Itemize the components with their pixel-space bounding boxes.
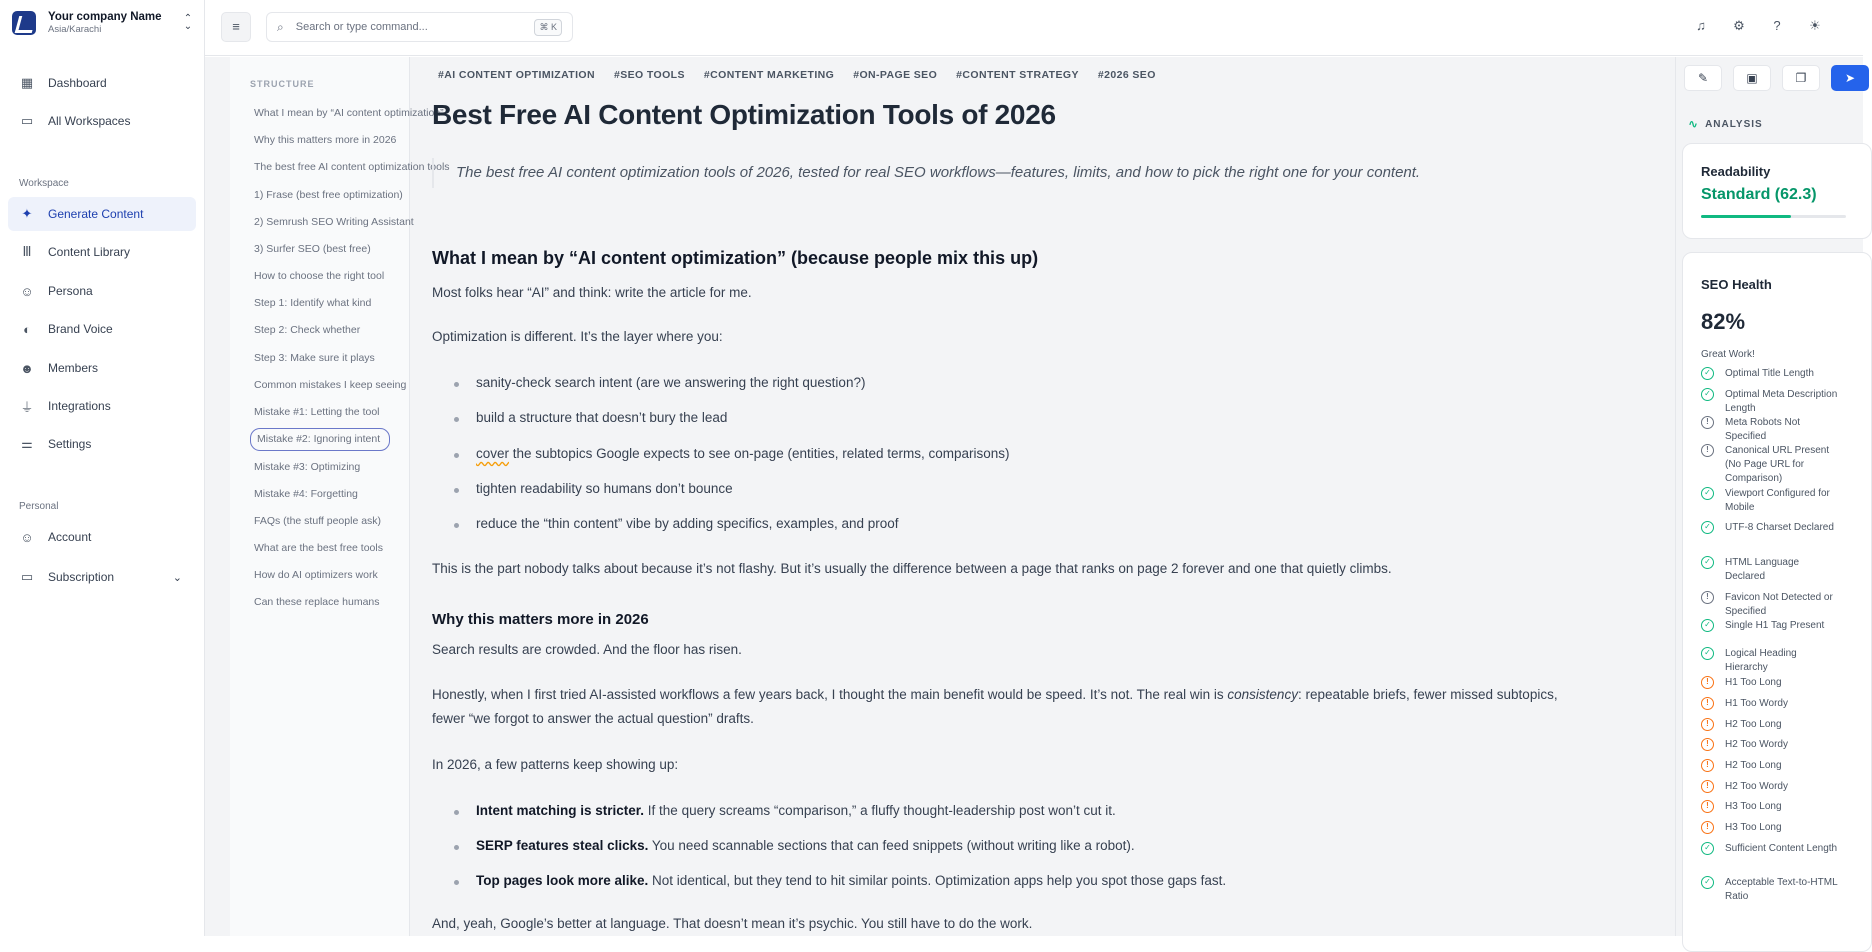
seo-check-label: H2 Too Wordy — [1725, 781, 1788, 792]
seo-check-item — [1701, 647, 1841, 675]
seo-check-item — [1701, 619, 1841, 633]
send-icon: ➤ — [1844, 71, 1856, 85]
toc-item[interactable]: What are the best free tools — [254, 542, 383, 554]
toc-item[interactable]: Step 2: Check whether — [254, 324, 361, 336]
toc-item[interactable]: Common mistakes I keep seeing — [254, 379, 407, 391]
toc-item[interactable]: What I mean by “AI content optimization” — [254, 107, 444, 119]
paragraph-text: Honestly, when I first tried AI-assisted workflows a few years back, I thought the main benefit would be speed. It’s not. The real win is — [432, 687, 1228, 702]
seo-check-label: H3 Too Long — [1725, 801, 1782, 812]
sidebar-item-members[interactable] — [8, 351, 196, 385]
bell-icon[interactable]: ♫ — [1696, 18, 1706, 33]
top-bar — [205, 0, 1863, 56]
seo-check-item — [1701, 367, 1841, 381]
readability-bar — [1701, 215, 1846, 218]
company-logo-icon — [12, 11, 36, 35]
company-switcher[interactable] — [12, 6, 194, 40]
analysis-panel — [1675, 57, 1863, 936]
paragraph[interactable]: Most folks hear “AI” and think: write the article for me. — [432, 285, 752, 300]
seo-check-item — [1701, 842, 1841, 856]
seo-check-label: Viewport Configured for Mobile — [1725, 488, 1830, 513]
info-circle-icon: ! — [1701, 591, 1714, 604]
seo-check-label: UTF-8 Charset Declared — [1725, 522, 1834, 533]
info-circle-icon: ! — [1701, 416, 1714, 429]
seo-check-item — [1701, 388, 1841, 416]
seo-check-item — [1701, 800, 1841, 814]
warning-circle-icon: ! — [1701, 821, 1714, 834]
copy-icon: ❐ — [1795, 71, 1807, 85]
readability-title: Readability — [1701, 164, 1771, 179]
seo-check-label: Optimal Title Length — [1725, 368, 1814, 379]
list-item[interactable]: sanity-check search intent (are we answering the right question?) — [476, 375, 866, 390]
toc-item[interactable]: Mistake #1: Letting the tool — [254, 406, 380, 418]
sidebar-item-label: Members — [48, 361, 99, 375]
sidebar-item-label: Integrations — [48, 399, 111, 413]
sidebar — [0, 0, 205, 936]
list-item[interactable] — [476, 838, 1135, 853]
check-circle-icon: ✓ — [1701, 619, 1714, 632]
paragraph[interactable]: Search results are crowded. And the floor has risen. — [432, 642, 742, 657]
seo-check-label: Acceptable Text-to-HTML Ratio — [1725, 877, 1838, 902]
seo-health-card — [1682, 252, 1872, 952]
chevron-updown-icon[interactable]: ⌃ ⌄ — [183, 13, 193, 32]
check-circle-icon: ✓ — [1701, 647, 1714, 660]
company-timezone: Asia/Karachi — [48, 24, 102, 35]
info-circle-icon: ! — [1701, 444, 1714, 457]
list-item[interactable] — [476, 446, 1010, 461]
sidebar-item-generate-content[interactable] — [8, 197, 196, 231]
seo-check-label: H2 Too Long — [1725, 719, 1782, 730]
list-item[interactable]: tighten readability so humans don’t bounce — [476, 481, 733, 496]
main-area — [205, 57, 1675, 936]
toc-item[interactable]: Step 1: Identify what kind — [254, 297, 372, 309]
copy-button[interactable] — [1782, 65, 1820, 91]
seo-check-item — [1701, 444, 1841, 486]
seo-check-item — [1701, 759, 1841, 773]
toc-item[interactable]: 2) Semrush SEO Writing Assistant — [254, 216, 414, 228]
folder-icon: ▭ — [20, 113, 34, 128]
check-circle-icon: ✓ — [1701, 556, 1714, 569]
article-summary[interactable]: The best free AI content optimization tools of 2026, tested for real SEO workflows—features, limits, and how to pick the right one for your content. — [432, 158, 1632, 188]
list-item-bold: Intent matching is stricter. — [476, 803, 645, 818]
readability-value: Standard (62.3) — [1701, 186, 1817, 203]
paragraph[interactable]: This is the part nobody talks about because it’s not flashy. But it’s usually the difference between a page that ranks on page 2 forever and one that quietly climbs. — [432, 561, 1392, 576]
edit-button[interactable] — [1684, 65, 1722, 91]
seo-check-item — [1701, 521, 1841, 535]
list-item-text: the subtopics Google expects to see on-page (entities, related terms, comparisons) — [509, 446, 1010, 461]
paragraph-text: : repeatable briefs, fewer missed subtopics, — [1297, 687, 1558, 702]
credit-card-icon: ▭ — [20, 569, 34, 584]
tag[interactable]: #CONTENT MARKETING — [703, 69, 835, 81]
list-item-bold: Top pages look more alike. — [476, 873, 649, 888]
library-icon: Ⅲ — [22, 244, 32, 259]
seo-check-label: Favicon Not Detected or Specified — [1725, 592, 1833, 617]
toc-item[interactable]: The best free AI content optimization tools — [254, 161, 450, 173]
seo-check-item — [1701, 718, 1841, 732]
sidebar-item-label: Settings — [48, 437, 92, 451]
list-item-bold: SERP features steal clicks. — [476, 838, 649, 853]
seo-check-item — [1701, 738, 1841, 752]
palette-icon: ◐ — [23, 321, 31, 337]
menu-icon: ≡ — [232, 19, 240, 34]
toc-item[interactable]: 1) Frase (best free optimization) — [254, 189, 403, 201]
seo-check-label: HTML Language Declared — [1725, 557, 1800, 582]
plug-icon: ⏚ — [20, 399, 34, 415]
toc-item[interactable]: Why this matters more in 2026 — [254, 134, 397, 146]
readability-card — [1682, 143, 1872, 239]
toc-item[interactable]: Step 3: Make sure it plays — [254, 352, 375, 364]
seo-score: 82% — [1701, 309, 1746, 334]
seo-check-label: Meta Robots Not Specified — [1725, 417, 1801, 442]
users-icon: ☻ — [20, 360, 34, 376]
warning-circle-icon: ! — [1701, 718, 1714, 731]
warning-circle-icon: ! — [1701, 676, 1714, 689]
paragraph[interactable]: Optimization is different. It’s the layer where you: — [432, 329, 723, 344]
tag[interactable]: #ON-PAGE SEO — [853, 69, 938, 81]
readability-bar-fill — [1701, 215, 1791, 218]
toc-item[interactable]: Mistake #3: Optimizing — [254, 461, 361, 473]
sidebar-item-subscription[interactable] — [8, 560, 196, 594]
flagged-word[interactable]: cover — [476, 446, 510, 461]
seo-check-label: Optimal Meta Description Length — [1725, 389, 1838, 414]
publish-button[interactable] — [1831, 65, 1869, 91]
seo-check-label: Single H1 Tag Present — [1725, 620, 1825, 631]
section-label-personal: Personal — [19, 501, 59, 512]
emphasis-text: consistency — [1227, 687, 1298, 702]
seo-check-label: H1 Too Long — [1725, 677, 1782, 688]
warning-circle-icon: ! — [1701, 780, 1714, 793]
toc-item[interactable]: FAQs (the stuff people ask) — [254, 515, 382, 527]
sidebar-item-persona[interactable] — [8, 274, 196, 308]
company-name: Your company Name — [48, 11, 162, 23]
paragraph[interactable]: In 2026, a few patterns keep showing up: — [432, 757, 679, 772]
check-circle-icon: ✓ — [1701, 367, 1714, 380]
section-heading[interactable]: What I mean by “AI content optimization” (because people mix this up) — [432, 248, 1039, 268]
list-item[interactable] — [476, 873, 1226, 888]
sidebar-item-label: Account — [48, 530, 92, 544]
seo-check-item — [1701, 780, 1841, 794]
seo-check-label: H2 Too Wordy — [1725, 739, 1788, 750]
save-button[interactable] — [1733, 65, 1771, 91]
user-icon: ☺ — [20, 283, 34, 299]
seo-title: SEO Health — [1701, 277, 1772, 292]
seo-check-item — [1701, 697, 1841, 711]
list-item-text: Not identical, but they tend to hit similar points. Optimization apps help you spot those gaps fast. — [648, 873, 1227, 888]
list-item[interactable]: reduce the “thin content” vibe by adding specifics, examples, and proof — [476, 516, 899, 531]
warning-circle-icon: ! — [1701, 800, 1714, 813]
sun-icon[interactable]: ☀ — [1809, 18, 1821, 33]
sparkle-icon: ✦ — [21, 206, 33, 221]
save-icon: ▣ — [1746, 71, 1758, 85]
seo-check-item — [1701, 821, 1841, 835]
sidebar-item-label: Dashboard — [48, 76, 107, 90]
user-icon: ☺ — [20, 529, 34, 545]
sidebar-item-account[interactable] — [8, 520, 196, 554]
list-item[interactable]: build a structure that doesn’t bury the lead — [476, 410, 728, 425]
pencil-icon: ✎ — [1697, 71, 1709, 85]
seo-check-label: Sufficient Content Length — [1725, 843, 1838, 854]
tag[interactable]: #2026 SEO — [1097, 69, 1156, 81]
tag[interactable]: #AI CONTENT OPTIMIZATION — [438, 69, 595, 81]
sidebar-item-dashboard[interactable] — [8, 66, 196, 100]
check-circle-icon: ✓ — [1701, 521, 1714, 534]
chevron-down-icon: ⌄ — [172, 571, 182, 584]
seo-check-label: H2 Too Long — [1725, 760, 1782, 771]
search-bar[interactable] — [266, 12, 573, 42]
seo-check-label: H1 Too Wordy — [1725, 698, 1788, 709]
seo-check-item — [1701, 416, 1841, 444]
sidebar-item-all-workspaces[interactable] — [8, 104, 196, 138]
toc-item-selected[interactable]: Mistake #2: Ignoring intent — [250, 428, 390, 451]
list-item[interactable] — [476, 803, 1116, 818]
sidebar-item-settings[interactable] — [8, 427, 196, 461]
analysis-label-text: ANALYSIS — [1705, 118, 1763, 130]
paragraph-text: fewer “we forgot to answer the actual question” drafts. — [432, 711, 754, 726]
paragraph[interactable] — [432, 683, 1558, 731]
sidebar-item-label: Subscription — [48, 570, 115, 584]
check-circle-icon: ✓ — [1701, 388, 1714, 401]
seo-check-label: Canonical URL Present (No Page URL for Comparison) — [1725, 445, 1830, 484]
sidebar-item-label: Content Library — [48, 245, 131, 259]
grid-icon: ▦ — [20, 75, 34, 90]
toggle-sidebar-button[interactable] — [221, 12, 251, 42]
sidebar-item-label: Generate Content — [48, 207, 144, 221]
search-icon: ⌕ — [277, 19, 284, 34]
sidebar-item-integrations[interactable] — [8, 389, 196, 423]
warning-circle-icon: ! — [1701, 697, 1714, 710]
help-icon[interactable]: ? — [1773, 18, 1781, 33]
toc-item[interactable]: How do AI optimizers work — [254, 569, 378, 581]
check-circle-icon: ✓ — [1701, 842, 1714, 855]
seo-check-item — [1701, 676, 1841, 690]
subsection-heading[interactable]: Why this matters more in 2026 — [432, 611, 649, 628]
check-circle-icon: ✓ — [1701, 487, 1714, 500]
structure-title: STRUCTURE — [250, 79, 315, 89]
gear-icon[interactable]: ⚙ — [1733, 18, 1745, 33]
toc-item[interactable]: How to choose the right tool — [254, 270, 385, 282]
structure-panel — [230, 57, 450, 936]
toc-item[interactable]: 3) Surfer SEO (best free) — [254, 243, 371, 255]
seo-check-item — [1701, 487, 1841, 515]
analysis-label — [1688, 117, 1763, 131]
search-input[interactable] — [296, 21, 535, 33]
seo-check-item — [1701, 591, 1841, 619]
paragraph[interactable]: And, yeah, Google’s better at language. That doesn’t mean it’s psychic. You still have to do the work. — [432, 916, 1033, 931]
sidebar-item-label: Brand Voice — [48, 322, 113, 336]
activity-icon: ∿ — [1688, 117, 1700, 131]
sidebar-item-brand-voice[interactable] — [8, 312, 196, 346]
warning-circle-icon: ! — [1701, 738, 1714, 751]
list-item-text: If the query screams “comparison,” a fluffy thought-leadership post won’t cut it. — [644, 803, 1116, 818]
seo-check-label: Logical Heading Hierarchy — [1725, 648, 1797, 673]
check-circle-icon: ✓ — [1701, 876, 1714, 889]
tag-list — [438, 69, 1156, 81]
toc-item[interactable]: Mistake #4: Forgetting — [254, 488, 358, 500]
sidebar-item-content-library[interactable] — [8, 235, 196, 269]
seo-check-item — [1701, 556, 1841, 584]
editor-actions — [1684, 65, 1869, 91]
list-item-text: You need scannable sections that can feed snippets (without writing like a robot). — [648, 838, 1135, 853]
section-label-workspace: Workspace — [19, 178, 69, 189]
article-title[interactable]: Best Free AI Content Optimization Tools of 2026 — [432, 99, 1056, 130]
shortcut-badge: ⌘ K — [534, 19, 562, 36]
seo-check-item — [1701, 876, 1841, 904]
tag[interactable]: #SEO TOOLS — [613, 69, 685, 81]
seo-note: Great Work! — [1701, 349, 1755, 360]
seo-check-label: H3 Too Long — [1725, 822, 1782, 833]
tag[interactable]: #CONTENT STRATEGY — [956, 69, 1079, 81]
toc-item[interactable]: Can these replace humans — [254, 596, 380, 608]
sliders-icon: ⚌ — [21, 436, 33, 451]
sidebar-item-label: Persona — [48, 284, 93, 298]
warning-circle-icon: ! — [1701, 759, 1714, 772]
sidebar-item-label: All Workspaces — [48, 114, 131, 128]
